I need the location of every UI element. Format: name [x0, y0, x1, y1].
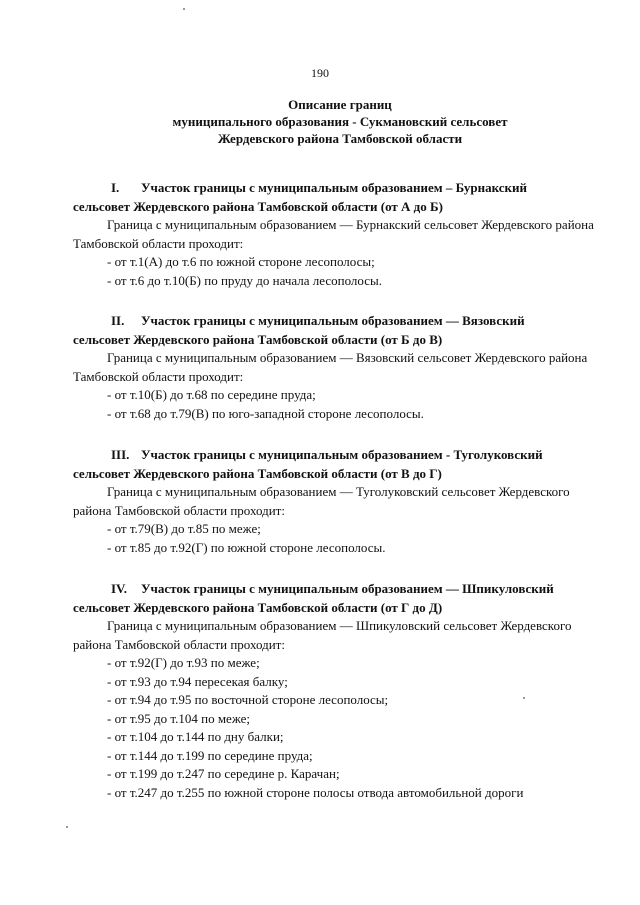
title-line-3: Жердевского района Тамбовской области — [217, 131, 463, 146]
section-heading — [73, 580, 603, 617]
boundary-item: - от т.104 до т.144 по дну балки; — [107, 729, 284, 744]
boundary-item: - от т.85 до т.92(Г) по южной стороне лесополосы. — [107, 539, 386, 555]
heading-line-2: сельсовет Жердевского района Тамбовской области (от В до Г) — [73, 465, 442, 481]
boundary-item: - от т.1(А) до т.6 по южной стороне лесополосы; — [107, 254, 375, 269]
heading-line-1: Участок границы с муниципальным образованием — Вязовский — [141, 313, 525, 328]
section-heading — [73, 446, 603, 483]
heading-line-1: Участок границы с муниципальным образованием – Бурнакский — [141, 180, 528, 195]
page-number: 190 — [311, 66, 329, 80]
section-number: I. — [111, 180, 120, 195]
scan-speck — [523, 697, 525, 699]
scan-speck — [183, 8, 185, 10]
title-line-1: Описание границ — [288, 97, 392, 112]
section-3 — [73, 446, 603, 557]
boundary-item: - от т.247 до т.255 по южной стороне полосы отвода автомобильной дороги — [107, 784, 524, 800]
section-intro: Граница с муниципальным образованием — Шпикуловский сельсовет Жердевского района Тамбовской области проходит: — [73, 618, 572, 652]
document-title — [60, 96, 620, 147]
section-number: IV. — [111, 581, 128, 596]
boundary-item: - от т.144 до т.199 по середине пруда; — [107, 747, 313, 763]
section-intro: Граница с муниципальным образованием — Бурнакский сельсовет Жердевского района Тамбовской области проходит: — [73, 217, 594, 251]
boundary-item: - от т.92(Г) до т.93 по меже; — [107, 655, 260, 670]
heading-line-1: Участок границы с муниципальным образованием — Шпикуловский — [141, 581, 554, 596]
boundary-item: - от т.6 до т.10(Б) по пруду до начала лесополосы. — [107, 272, 382, 288]
section-number: III. — [111, 447, 130, 462]
section-intro: Граница с муниципальным образованием — Вязовский сельсовет Жердевского района Тамбовской области проходит: — [73, 350, 588, 384]
section-4 — [73, 580, 603, 802]
boundary-item: - от т.10(Б) до т.68 по середине пруда; — [107, 387, 316, 402]
section-heading — [73, 312, 603, 349]
boundary-item: - от т.93 до т.94 пересекая балку; — [107, 673, 288, 689]
section-intro: Граница с муниципальным образованием — Туголуковский сельсовет Жердевского района Тамбовской области проходит: — [73, 484, 570, 518]
boundary-item: - от т.79(В) до т.85 по меже; — [107, 521, 261, 536]
section-heading — [73, 179, 603, 216]
scan-speck — [66, 826, 68, 828]
title-line-2: муниципального образования - Сукмановский сельсовет — [172, 114, 508, 129]
section-number: II. — [111, 313, 125, 328]
heading-line-2: сельсовет Жердевского района Тамбовской области (от Б до В) — [73, 331, 443, 347]
boundary-item: - от т.199 до т.247 по середине р. Карачан; — [107, 766, 340, 781]
boundary-item: - от т.95 до т.104 по меже; — [107, 710, 251, 726]
section-2 — [73, 312, 603, 423]
section-1 — [73, 179, 603, 290]
heading-line-2: сельсовет Жердевского района Тамбовской области (от Г до Д) — [73, 599, 443, 615]
heading-line-1: Участок границы с муниципальным образованием - Туголуковский — [141, 447, 543, 462]
boundary-item: - от т.94 до т.95 по восточной стороне лесополосы; — [107, 692, 389, 707]
heading-line-2: сельсовет Жердевского района Тамбовской области (от А до Б) — [73, 198, 443, 214]
boundary-item: - от т.68 до т.79(В) по юго-западной стороне лесополосы. — [107, 405, 424, 421]
